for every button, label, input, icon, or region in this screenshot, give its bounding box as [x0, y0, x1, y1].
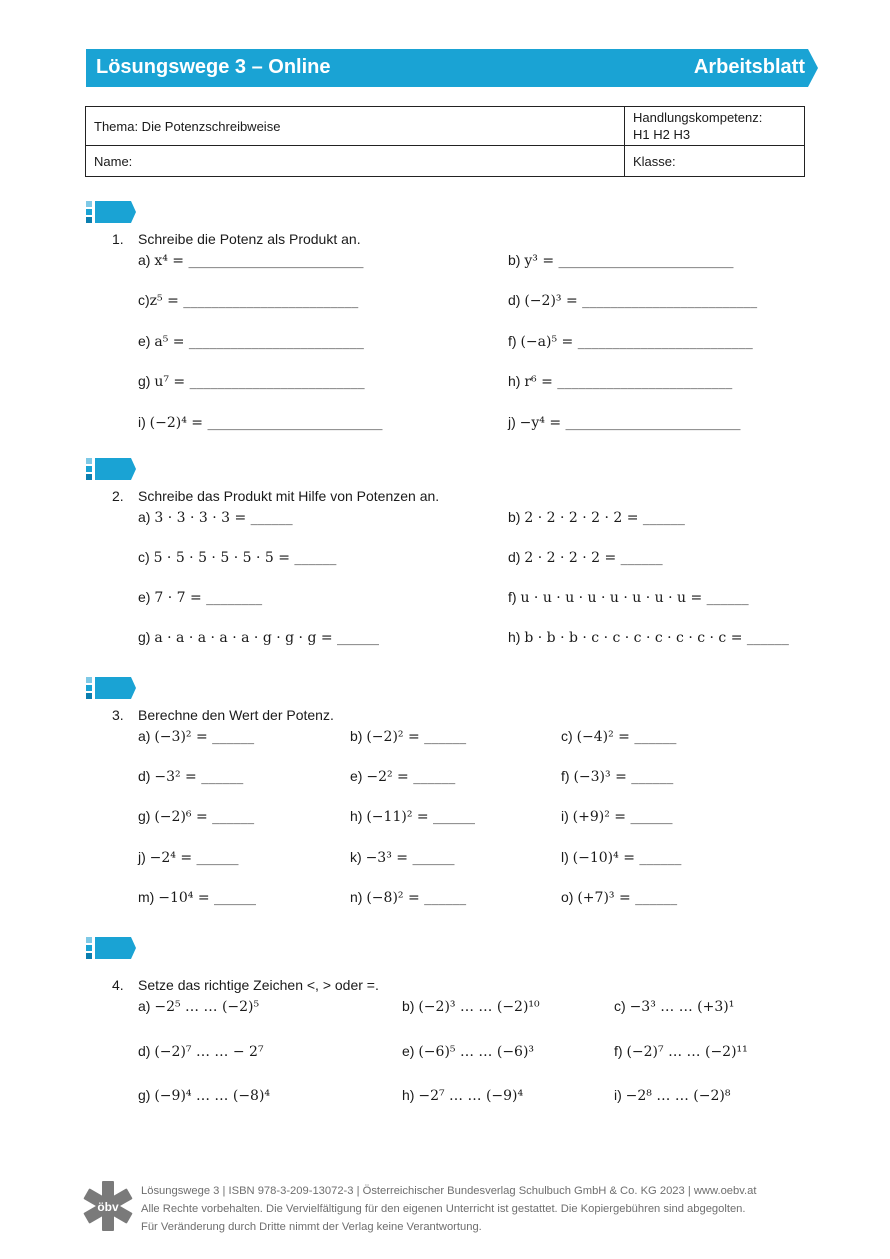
exercise-item[interactable]: a) 3 · 3 · 3 · 3 = ______	[138, 509, 293, 526]
exercise-item[interactable]: i) (+9)² = ______	[561, 808, 673, 825]
exercise-item[interactable]: m) −10⁴ = ______	[138, 889, 257, 906]
exercise-item[interactable]: a) (−3)² = ______	[138, 728, 255, 745]
exercise-item[interactable]: c)z⁵ = _________________________	[138, 292, 359, 309]
exercise-item[interactable]: b) (−2)² = ______	[350, 728, 467, 745]
exercise-item[interactable]: e) −2² = ______	[350, 768, 456, 785]
task-text: Schreibe das Produkt mit Hilfe von Potenzen an.	[138, 488, 440, 504]
task-4-title	[112, 977, 379, 993]
exercise-item[interactable]: a) x⁴ = _________________________	[138, 252, 364, 269]
exercise-item[interactable]: i) (−2)⁴ = _________________________	[138, 414, 383, 431]
exercise-item[interactable]: j) −2⁴ = ______	[138, 849, 239, 866]
task-number: 2.	[112, 488, 124, 504]
exercise-item[interactable]: i) −2⁸ … … (−2)⁸	[614, 1087, 731, 1104]
competence-value: H1 H2 H3	[633, 127, 691, 142]
exercise-item[interactable]: n) (−8)² = ______	[350, 889, 467, 906]
publication-title: Lösungswege 3 – Online	[96, 56, 331, 78]
section-marker-icon	[86, 458, 136, 480]
publisher-logo-icon	[82, 1180, 134, 1232]
footer-line: Lösungswege 3 | ISBN 978-3-209-13072-3 | Österreichischer Bundesverlag Schulbuch GmbH & Co. KG 2023 | www.oebv.at	[141, 1185, 757, 1197]
task-1-title	[112, 231, 361, 247]
document-type: Arbeitsblatt	[693, 56, 805, 78]
footer-legal	[141, 1182, 756, 1236]
exercise-item[interactable]: b) 2 · 2 · 2 · 2 · 2 = ______	[508, 509, 685, 526]
exercise-item[interactable]: d) 2 · 2 · 2 · 2 = ______	[508, 549, 663, 566]
exercise-item[interactable]: f) u · u · u · u · u · u · u · u = ______	[508, 589, 749, 606]
task-text: Schreibe die Potenz als Produkt an.	[138, 231, 361, 247]
exercise-item[interactable]: h) r⁶ = _________________________	[508, 373, 733, 390]
competence-cell	[625, 107, 805, 146]
exercise-item[interactable]: c) 5 · 5 · 5 · 5 · 5 · 5 = ______	[138, 549, 337, 566]
exercise-item[interactable]: f) (−a)⁵ = _________________________	[508, 333, 753, 350]
exercise-item[interactable]: e) 7 · 7 = ________	[138, 589, 263, 606]
header-banner	[86, 49, 818, 87]
exercise-item[interactable]: d) −3² = ______	[138, 768, 244, 785]
exercise-item[interactable]: f) (−3)³ = ______	[561, 768, 674, 785]
exercise-item[interactable]: d) (−2)³ = _________________________	[508, 292, 758, 309]
exercise-item[interactable]: c) −3³ … … (+3)¹	[614, 998, 735, 1015]
exercise-item[interactable]: h) −2⁷ … … (−9)⁴	[402, 1087, 524, 1104]
exercise-item[interactable]: h) (−11)² = ______	[350, 808, 476, 825]
exercise-item[interactable]: g) (−9)⁴ … … (−8)⁴	[138, 1087, 271, 1104]
task-number: 1.	[112, 231, 124, 247]
section-marker-icon	[86, 937, 136, 959]
task-2-title	[112, 488, 439, 504]
exercise-item[interactable]: j) −y⁴ = _________________________	[508, 414, 741, 431]
exercise-item[interactable]: l) (−10)⁴ = ______	[561, 849, 682, 866]
section-marker-icon	[86, 201, 136, 223]
task-number: 4.	[112, 977, 124, 993]
exercise-item[interactable]: k) −3³ = ______	[350, 849, 455, 866]
exercise-item[interactable]: e) (−6)⁵ … … (−6)³	[402, 1043, 535, 1060]
footer-line: Für Veränderung durch Dritte nimmt der Verlag keine Verantwortung.	[141, 1221, 482, 1233]
exercise-item[interactable]: d) (−2)⁷ … … − 2⁷	[138, 1043, 264, 1060]
exercise-item[interactable]: g) a · a · a · a · a · g · g · g = ______	[138, 629, 380, 646]
exercise-item[interactable]: o) (+7)³ = ______	[561, 889, 678, 906]
info-table	[85, 106, 805, 177]
exercise-item[interactable]: c) (−4)² = ______	[561, 728, 677, 745]
section-marker-icon	[86, 677, 136, 699]
task-3-title	[112, 707, 334, 723]
exercise-item[interactable]: b) y³ = _________________________	[508, 252, 734, 269]
competence-label: Handlungskompetenz:	[633, 110, 763, 125]
exercise-item[interactable]: f) (−2)⁷ … … (−2)¹¹	[614, 1043, 748, 1060]
exercise-item[interactable]: b) (−2)³ … … (−2)¹⁰	[402, 998, 540, 1015]
svg-text:öbv: öbv	[97, 1200, 119, 1214]
topic-cell: Thema: Die Potenzschreibweise	[86, 107, 625, 146]
exercise-item[interactable]: h) b · b · b · c · c · c · c · c · c · c = ______	[508, 629, 789, 646]
exercise-item[interactable]: a) −2⁵ … … (−2)⁵	[138, 998, 260, 1015]
name-field[interactable]: Name:	[86, 146, 625, 177]
class-field[interactable]: Klasse:	[625, 146, 805, 177]
exercise-item[interactable]: e) a⁵ = _________________________	[138, 333, 364, 350]
exercise-item[interactable]: g) (−2)⁶ = ______	[138, 808, 255, 825]
footer-line: Alle Rechte vorbehalten. Die Vervielfältigung für den eigenen Unterricht ist gestattet. Die Kopiergebühren sind abgegolten.	[141, 1203, 746, 1215]
task-text: Berechne den Wert der Potenz.	[138, 707, 334, 723]
task-number: 3.	[112, 707, 124, 723]
exercise-item[interactable]: g) u⁷ = _________________________	[138, 373, 365, 390]
task-text: Setze das richtige Zeichen <, > oder =.	[138, 977, 379, 993]
